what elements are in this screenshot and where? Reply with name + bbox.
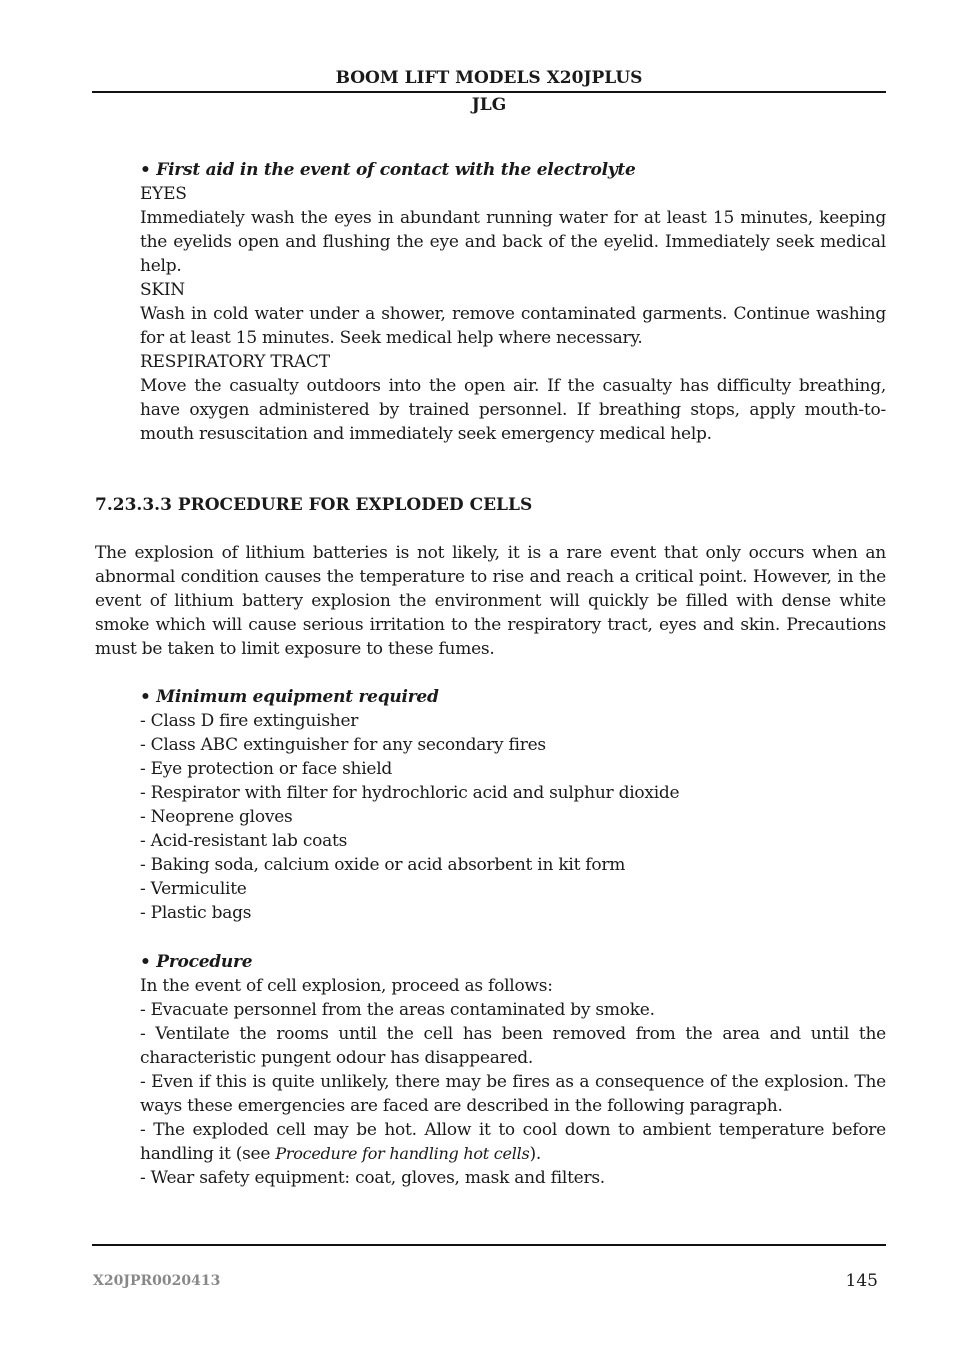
list-item: - Baking soda, calcium oxide or acid absorbent in kit form	[140, 855, 626, 875]
page-number: 145	[845, 1271, 878, 1291]
brand-name: JLG	[471, 95, 507, 115]
procedure-step: - Ventilate the rooms until the cell has been removed from the area and until the characteristic pungent odour has disappeared.	[140, 1024, 886, 1068]
procedure-step: - Even if this is quite unlikely, there may be fires as a consequence of the explosion. The ways these emergencies are faced are described in the following paragraph.	[140, 1072, 886, 1116]
list-item: - Respirator with filter for hydrochloric acid and sulphur dioxide	[140, 783, 680, 803]
first-aid-block	[140, 158, 886, 446]
eyes-label: EYES	[140, 184, 187, 204]
skin-paragraph: Wash in cold water under a shower, remove contaminated garments. Continue washing for at least 15 minutes. Seek medical help where necessary.	[140, 304, 886, 348]
list-item: - Class D fire extinguisher	[140, 711, 359, 731]
skin-label: SKIN	[140, 280, 185, 300]
procedure-step	[140, 1118, 886, 1166]
equipment-heading: • Minimum equipment required	[140, 687, 439, 707]
section-heading: 7.23.3.3 PROCEDURE FOR EXPLODED CELLS	[95, 495, 533, 515]
first-aid-heading: • First aid in the event of contact with the electrolyte	[140, 160, 636, 180]
document-code: X20JPR0020413	[93, 1273, 221, 1289]
procedure-block	[140, 950, 886, 1190]
list-item: - Plastic bags	[140, 903, 252, 923]
cross-reference: Procedure for handling hot cells	[275, 1144, 530, 1163]
list-item: - Vermiculite	[140, 879, 247, 899]
procedure-step: - Wear safety equipment: coat, gloves, mask and filters.	[140, 1168, 605, 1188]
eyes-paragraph: Immediately wash the eyes in abundant running water for at least 15 minutes, keeping the eyelids open and flushing the eye and back of the eyelid. Immediately seek medical help.	[140, 208, 886, 276]
list-item: - Class ABC extinguisher for any secondary fires	[140, 735, 546, 755]
list-item: - Acid-resistant lab coats	[140, 831, 348, 851]
procedure-step-text-end: ).	[529, 1144, 541, 1164]
respiratory-label: RESPIRATORY TRACT	[140, 352, 330, 372]
list-item: - Neoprene gloves	[140, 807, 293, 827]
procedure-intro: In the event of cell explosion, proceed as follows:	[140, 976, 553, 996]
procedure-step-text: - The exploded cell may be hot. Allow it to cool down to ambient temperature before handling it (see	[140, 1120, 886, 1164]
respiratory-paragraph: Move the casualty outdoors into the open air. If the casualty has difficulty breathing, have oxygen administered by trained personnel. If breathing stops, apply mouth-to-mouth resuscitation and immediately seek emergency medical help.	[140, 376, 886, 444]
section-intro-paragraph: The explosion of lithium batteries is not likely, it is a rare event that only occurs when an abnormal condition causes the temperature to rise and reach a critical point. However, in the event of lithium battery explosion the environment will quickly be filled with dense white smoke which will cause serious irritation to the respiratory tract, eyes and skin. Precautions must be taken to limit exposure to these fumes.	[95, 543, 886, 659]
procedure-heading: • Procedure	[140, 952, 253, 972]
document-title: BOOM LIFT MODELS X20JPLUS	[335, 68, 643, 88]
footer-rule	[92, 1244, 886, 1246]
list-item: - Eye protection or face shield	[140, 759, 393, 779]
equipment-block	[140, 685, 886, 925]
procedure-step: - Evacuate personnel from the areas contaminated by smoke.	[140, 1000, 655, 1020]
